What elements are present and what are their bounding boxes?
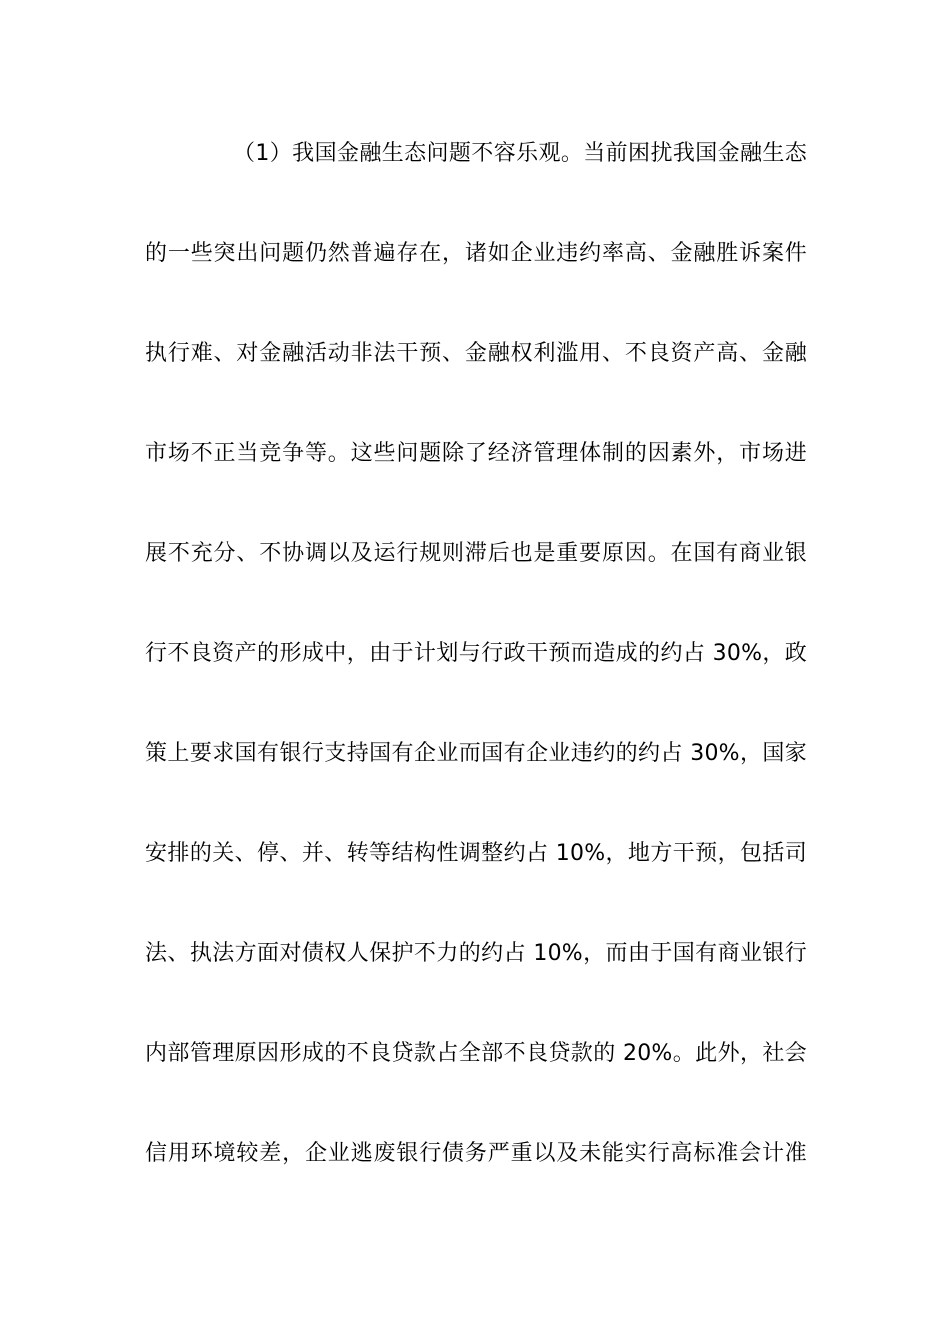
text-line-5: 展不充分、不协调以及运行规则滞后也是重要原因。在国有商业银 — [145, 541, 807, 566]
text-line-8: 安排的关、停、并、转等结构性调整约占 10%，地方干预，包括司 — [145, 841, 807, 866]
text-line-2: 的一些突出问题仍然普遍存在，诸如企业违约率高、金融胜诉案件 — [145, 241, 807, 266]
text-line-9: 法、执法方面对债权人保护不力的约占 10%，而由于国有商业银行 — [145, 941, 807, 966]
text-line-4: 市场不正当竞争等。这些问题除了经济管理体制的因素外，市场进 — [145, 441, 807, 466]
text-line-3: 执行难、对金融活动非法干预、金融权利滥用、不良资产高、金融 — [145, 341, 807, 366]
text-line-6: 行不良资产的形成中，由于计划与行政干预而造成的约占 30%，政 — [145, 641, 807, 666]
text-line-1: （1）我国金融生态问题不容乐观。当前困扰我国金融生态 — [233, 141, 807, 166]
text-line-10: 内部管理原因形成的不良贷款占全部不良贷款的 20%。此外，社会 — [145, 1041, 807, 1066]
body-paragraph — [145, 130, 807, 1230]
text-line-7: 策上要求国有银行支持国有企业而国有企业违约的约占 30%，国家 — [145, 741, 807, 766]
text-line-11: 信用环境较差，企业逃废银行债务严重以及未能实行高标准会计准 — [145, 1141, 807, 1166]
